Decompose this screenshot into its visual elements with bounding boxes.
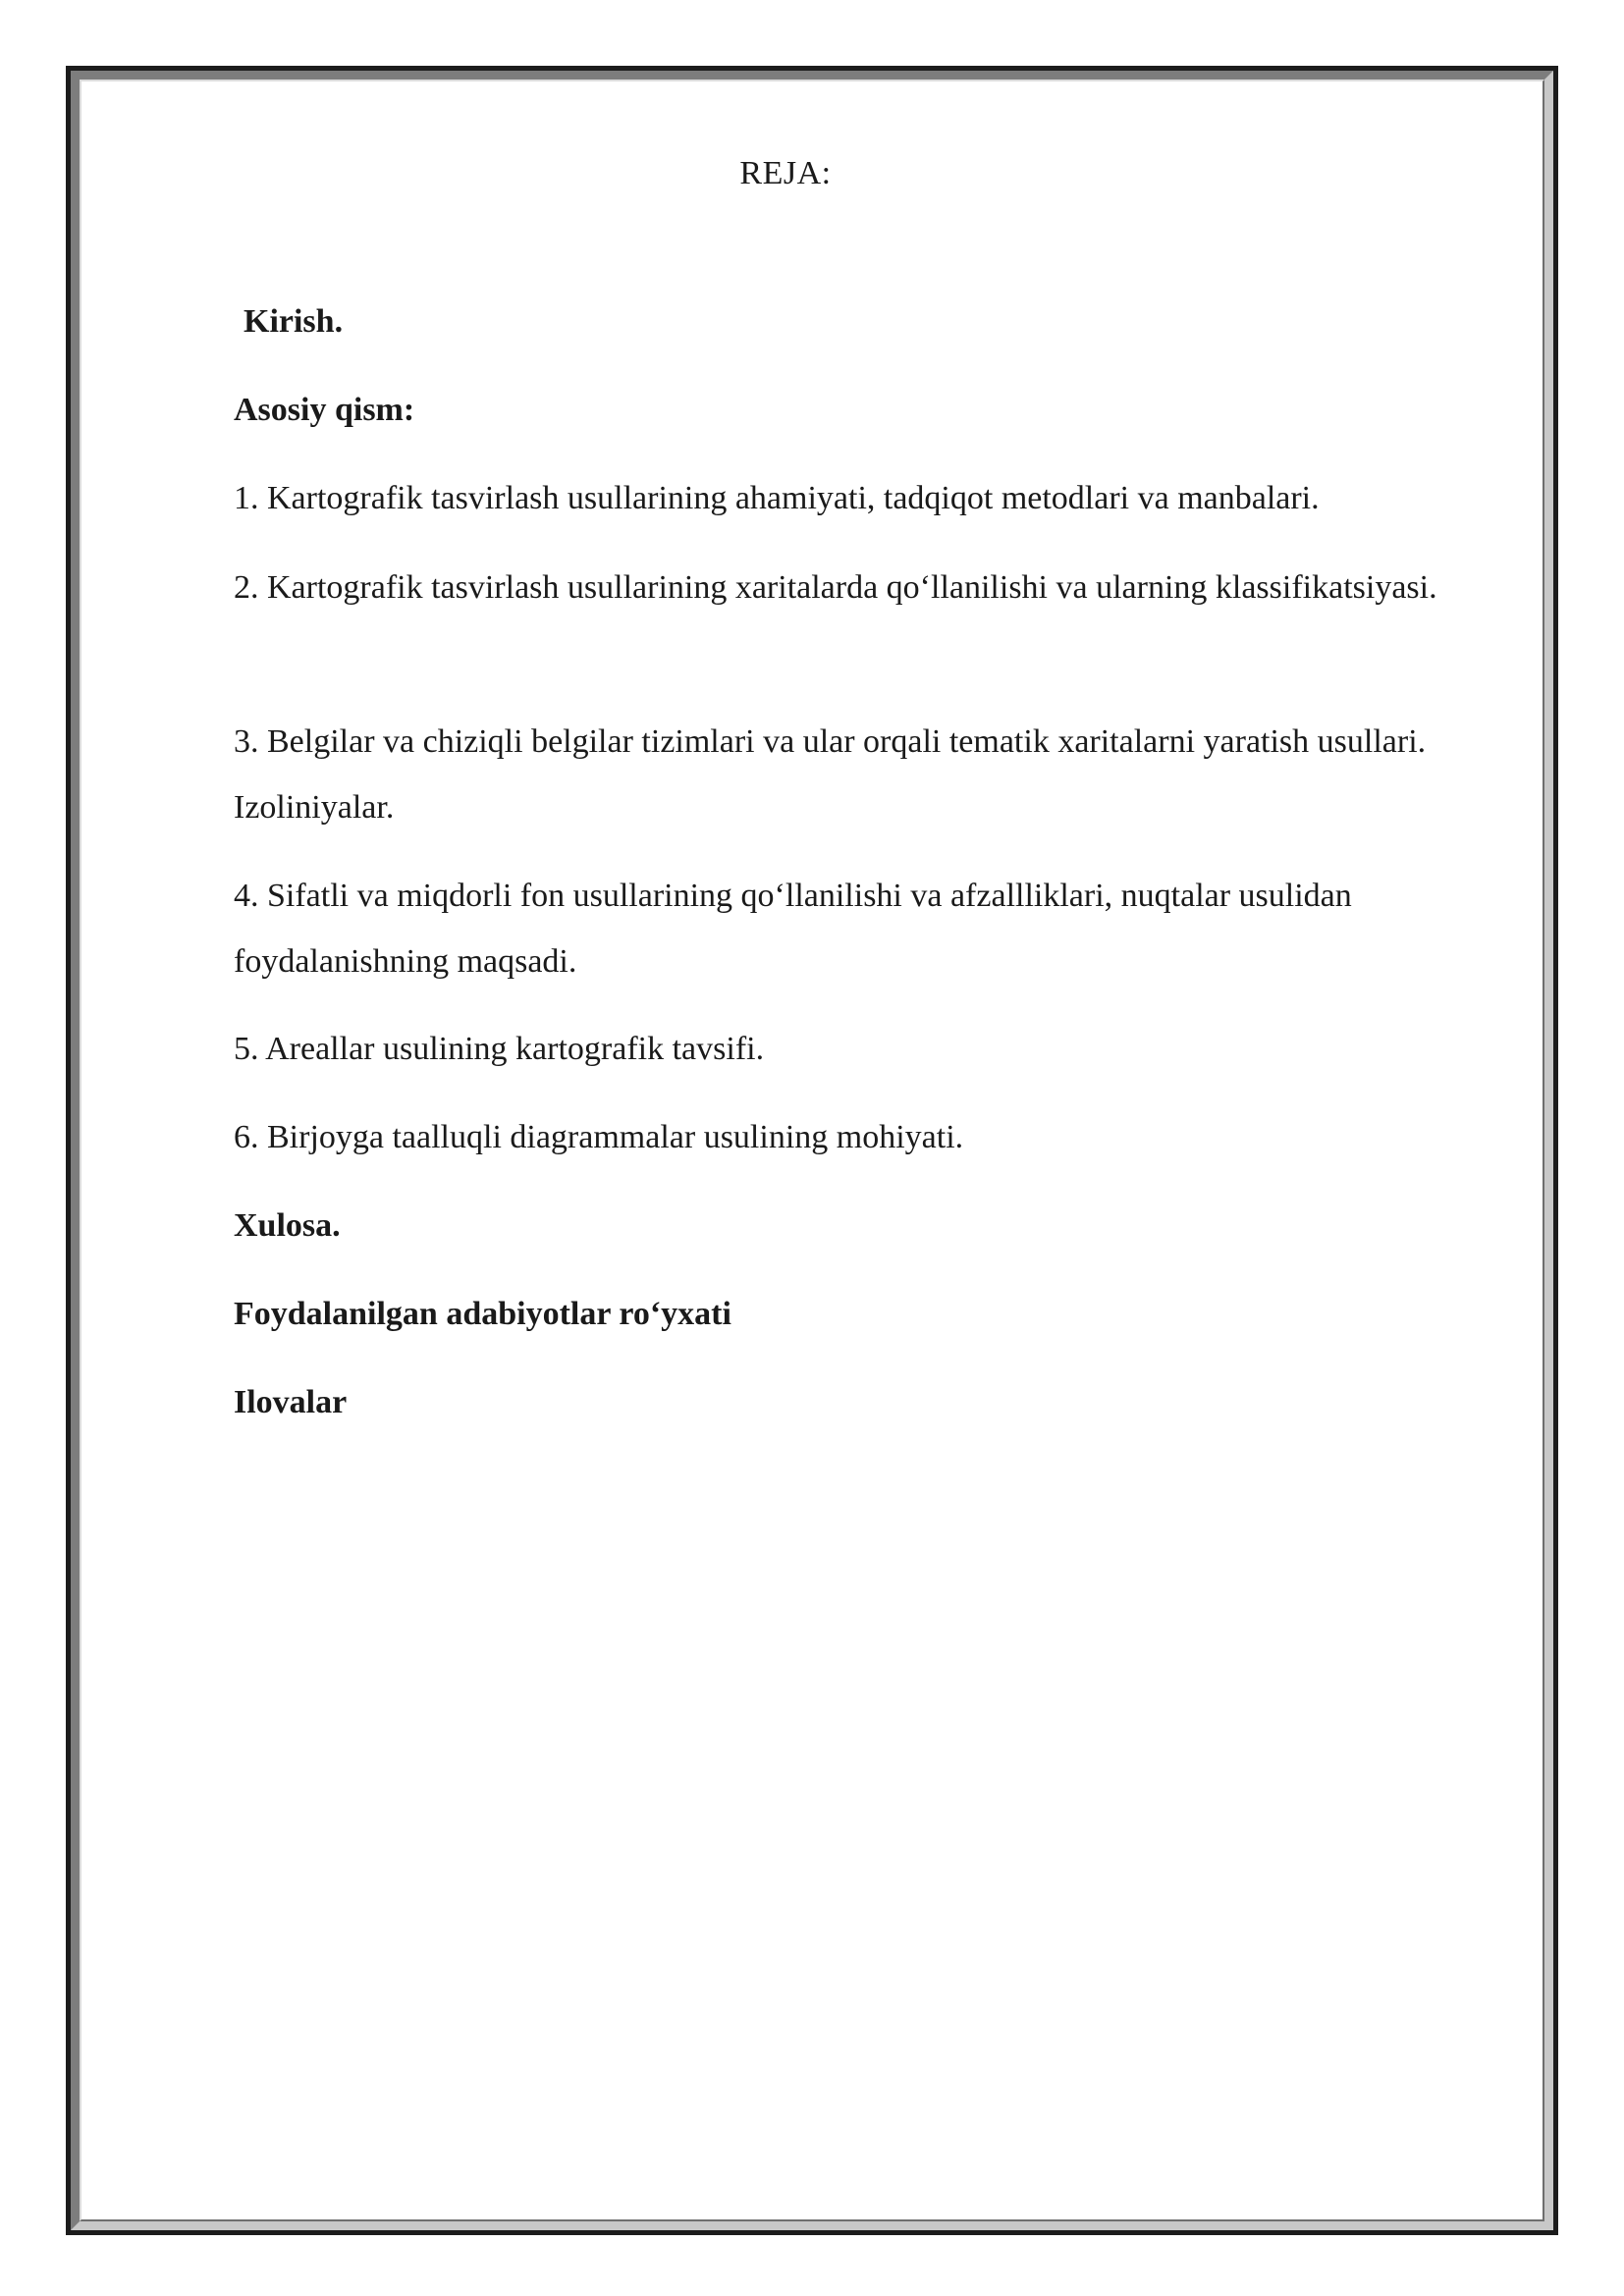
page-title: REJA: (739, 155, 832, 191)
plan-item-3: 3. Belgilar va chiziqli belgilar tizimlari va ular orqali tematik xaritalarni yaratish usullari. Izoliniyalar. (234, 723, 1427, 826)
plan-item-2: 2. Kartografik tasvirlash usullarining xaritalarda qo‘llanilishi va ularning klassifikatsiyasi. (234, 569, 1437, 606)
plan-item-5: 5. Areallar usulining kartografik tavsifi. (234, 1031, 765, 1067)
conclusion-heading: Xulosa. (234, 1207, 341, 1244)
main-part-heading: Asosiy qism: (234, 392, 415, 428)
appendices-heading: Ilovalar (234, 1384, 348, 1420)
plan-item-6: 6. Birjoyga taalluqli diagrammalar usulining mohiyati. (234, 1119, 964, 1155)
intro-heading: Kirish. (244, 303, 344, 340)
plan-item-1: 1. Kartografik tasvirlash usullarining ahamiyati, tadqiqot metodlari va manbalari. (234, 480, 1320, 516)
plan-item-4: 4. Sifatli va miqdorli fon usullarining qo‘llanilishi va afzallliklari, nuqtalar usulidan foydalanishning maqsadi. (234, 878, 1352, 980)
references-heading: Foydalanilgan adabiyotlar ro‘yxati (234, 1296, 731, 1332)
